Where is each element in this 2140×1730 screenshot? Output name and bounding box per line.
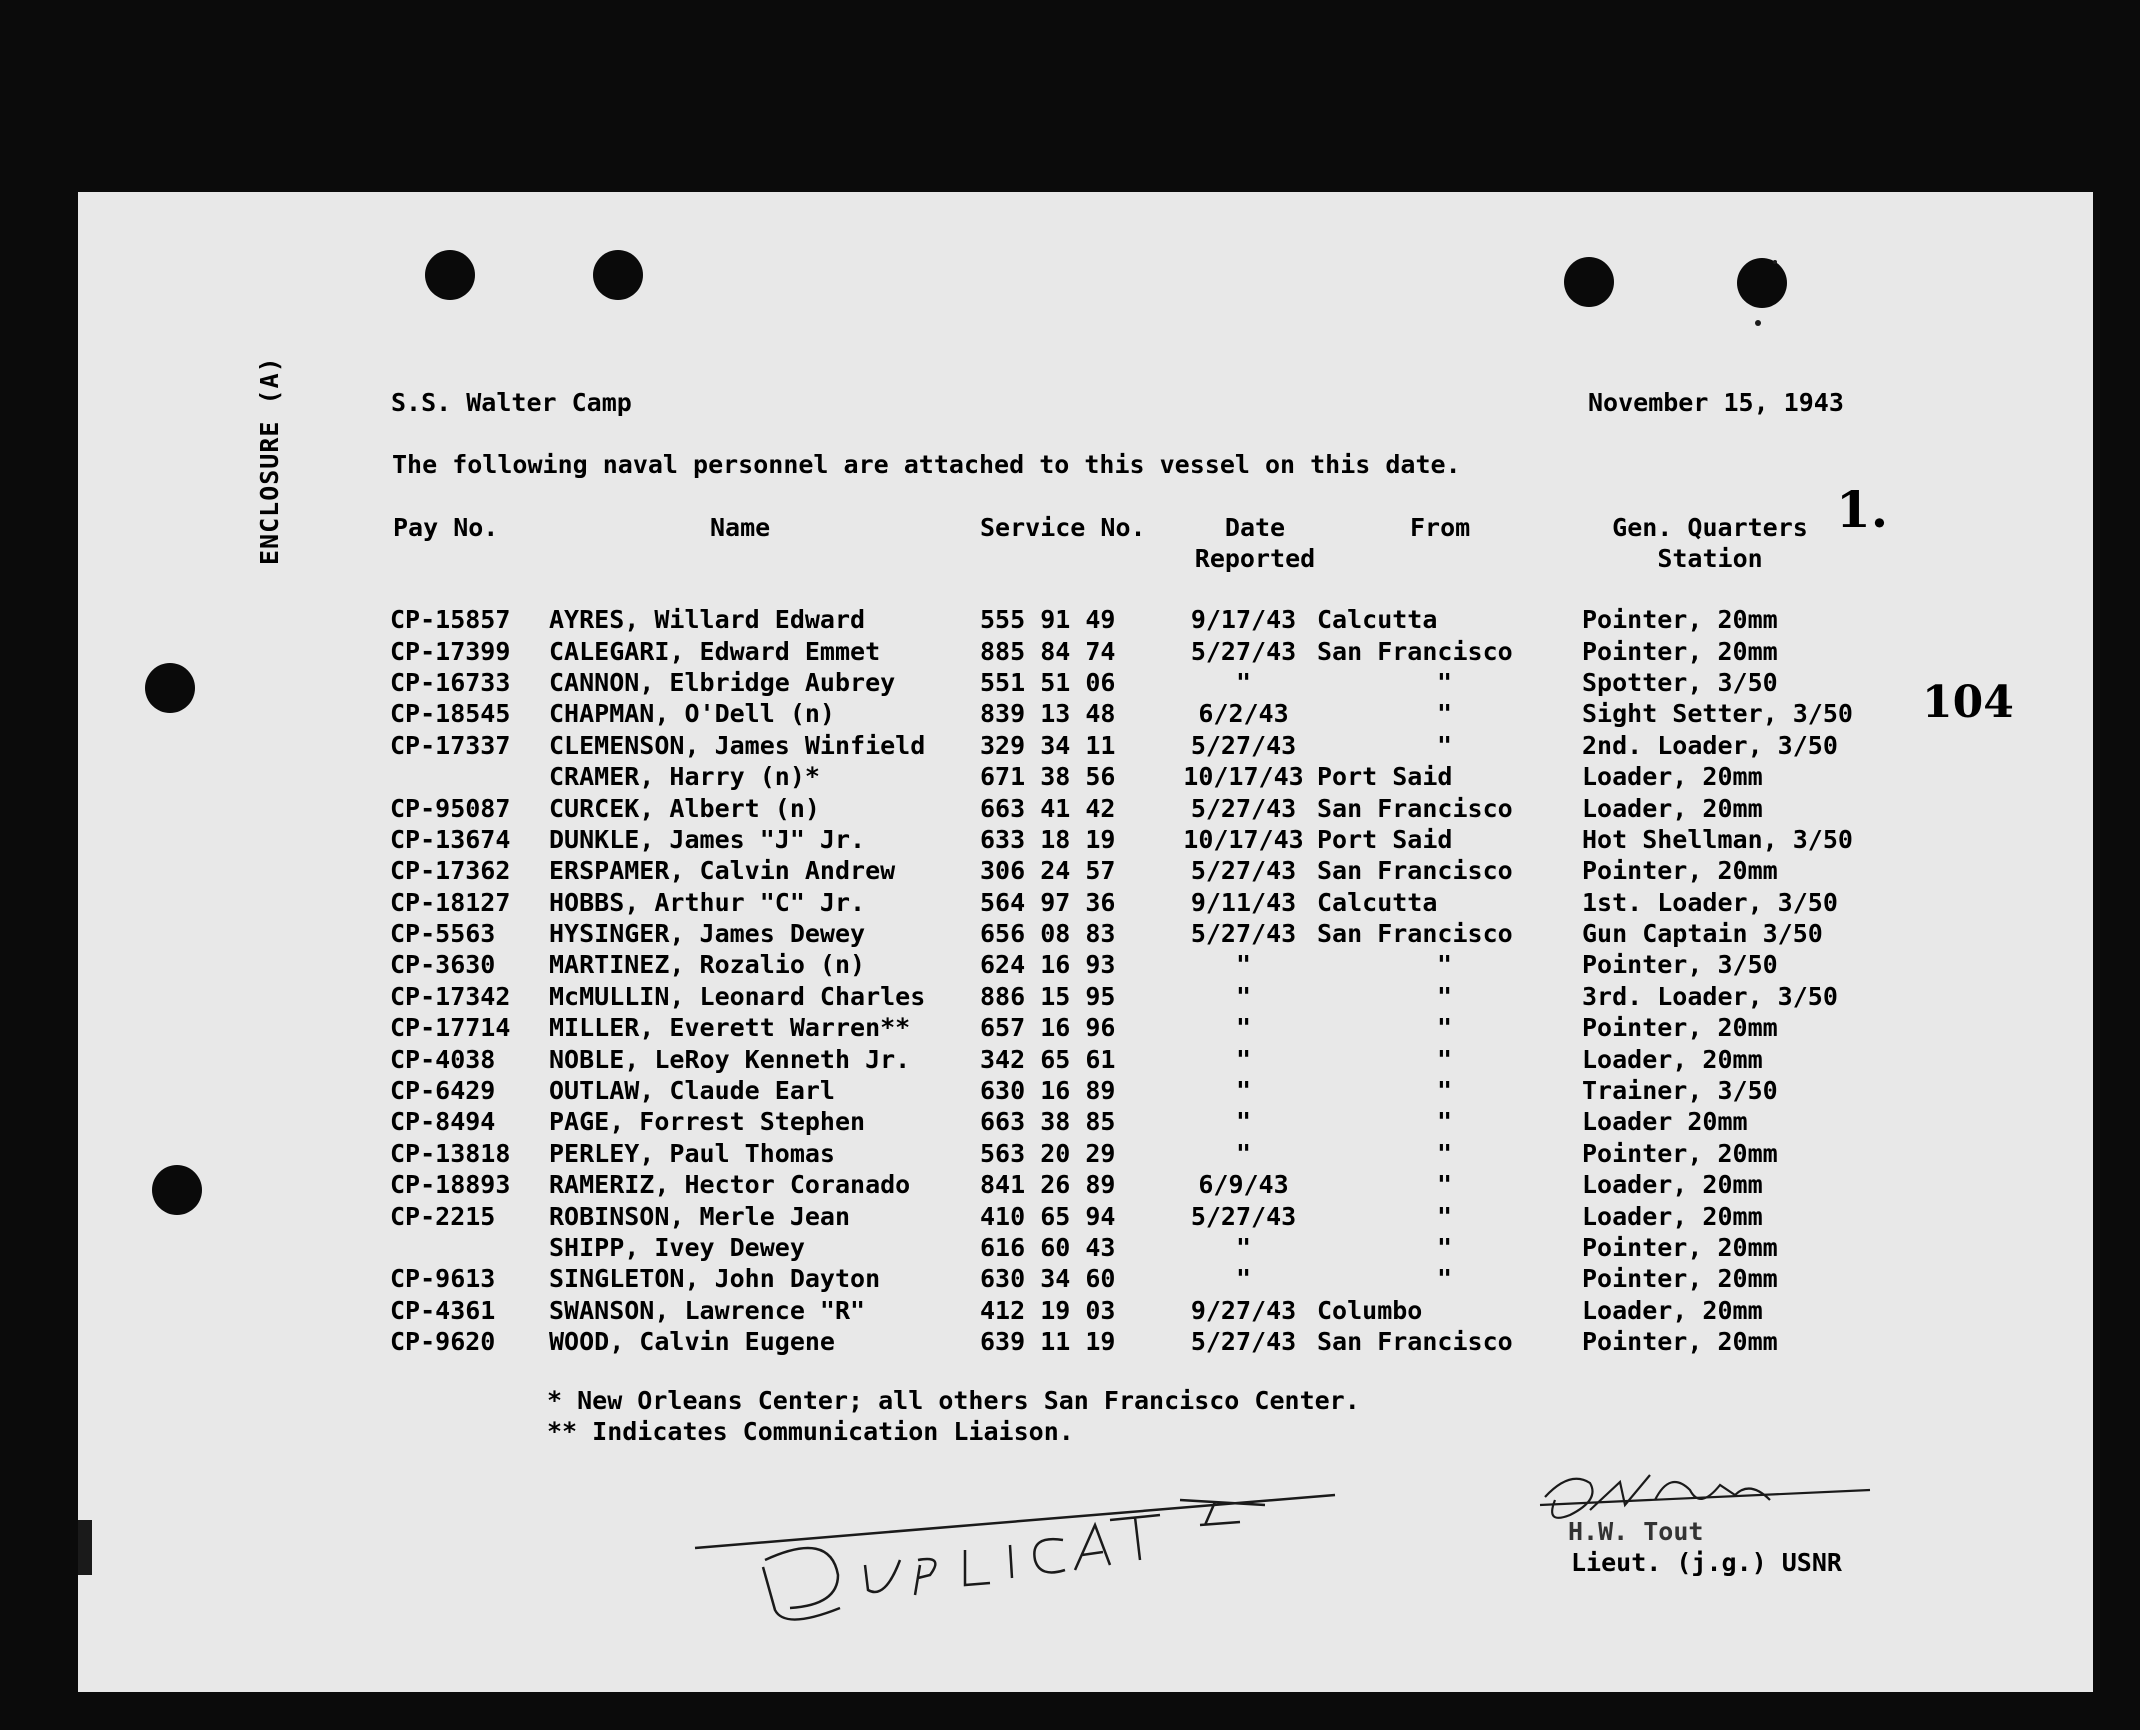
from-cell: " bbox=[1436, 667, 1453, 697]
date-reported-cell: 5/27/43 bbox=[1190, 1201, 1297, 1231]
date-reported-cell: " bbox=[1235, 1013, 1252, 1043]
header-from: From bbox=[1410, 513, 1471, 542]
document-date: November 15, 1943 bbox=[1588, 388, 1844, 417]
enclosure-label: ENCLOSURE (A) bbox=[255, 356, 284, 565]
gq-station-cell: Pointer, 20mm bbox=[1582, 605, 1778, 635]
from-cell: " bbox=[1436, 1233, 1453, 1262]
service-no-cell: 342 65 61 bbox=[980, 1044, 1116, 1074]
date-reported-cell: 9/11/43 bbox=[1190, 887, 1297, 917]
gq-station-cell: Pointer, 3/50 bbox=[1582, 950, 1778, 980]
gq-station-cell: Loader, 20mm bbox=[1582, 1201, 1763, 1231]
date-reported-cell: 5/27/43 bbox=[1190, 919, 1297, 949]
from-cell: San Francisco bbox=[1317, 919, 1513, 949]
pay-no-cell: CP-13818 bbox=[390, 1138, 511, 1168]
gq-station-cell: Trainer, 3/50 bbox=[1582, 1076, 1778, 1106]
from-cell: " bbox=[1436, 1013, 1453, 1043]
pay-no-cell: CP-9620 bbox=[390, 1327, 496, 1357]
pay-no-cell: CP-6429 bbox=[390, 1076, 496, 1106]
gq-station-cell: Pointer, 20mm bbox=[1582, 1264, 1778, 1294]
service-no-cell: 616 60 43 bbox=[980, 1233, 1116, 1262]
pay-no-cell: CP-2215 bbox=[390, 1201, 496, 1231]
name-cell: CRAMER, Harry (n)* bbox=[549, 762, 820, 792]
date-reported-cell: " bbox=[1235, 1044, 1252, 1074]
name-cell: WOOD, Calvin Eugene bbox=[549, 1327, 835, 1357]
service-no-cell: 551 51 06 bbox=[980, 667, 1116, 697]
date-reported-cell: " bbox=[1235, 1138, 1252, 1168]
gq-station-cell: 3rd. Loader, 3/50 bbox=[1582, 981, 1838, 1011]
gq-station-cell: Pointer, 20mm bbox=[1582, 1233, 1778, 1262]
gq-station-cell: Loader, 20mm bbox=[1582, 1044, 1763, 1074]
pay-no-cell: CP-95087 bbox=[390, 793, 511, 823]
service-no-cell: 564 97 36 bbox=[980, 887, 1116, 917]
page-number: 104 bbox=[1922, 677, 2014, 728]
service-no-cell: 663 38 85 bbox=[980, 1107, 1116, 1137]
name-cell: CANNON, Elbridge Aubrey bbox=[549, 667, 896, 697]
from-cell: " bbox=[1436, 1107, 1453, 1137]
gq-station-cell: 2nd. Loader, 3/50 bbox=[1582, 730, 1838, 760]
service-no-cell: 639 11 19 bbox=[980, 1327, 1116, 1357]
date-reported-cell: " bbox=[1235, 981, 1252, 1011]
service-no-cell: 839 13 48 bbox=[980, 699, 1116, 729]
gq-station-cell: Loader, 20mm bbox=[1582, 793, 1763, 823]
date-reported-cell: 6/2/43 bbox=[1198, 699, 1289, 729]
name-cell: NOBLE, LeRoy Kenneth Jr. bbox=[549, 1044, 911, 1074]
from-cell: San Francisco bbox=[1317, 636, 1513, 666]
gq-station-cell: Sight Setter, 3/50 bbox=[1582, 699, 1853, 729]
service-no-cell: 306 24 57 bbox=[980, 856, 1116, 886]
pay-no-cell: CP-3630 bbox=[390, 950, 496, 980]
pay-no-cell: CP-16733 bbox=[390, 667, 511, 697]
gq-station-cell: Gun Captain 3/50 bbox=[1582, 919, 1823, 949]
name-cell: HOBBS, Arthur "C" Jr. bbox=[549, 887, 866, 917]
pay-no-cell: CP-17337 bbox=[390, 730, 511, 760]
name-cell: SHIPP, Ivey Dewey bbox=[549, 1233, 805, 1262]
footnote-new-orleans: * New Orleans Center; all others San Francisco Center. bbox=[547, 1386, 1360, 1415]
service-no-cell: 633 18 19 bbox=[980, 824, 1116, 854]
date-reported-cell: " bbox=[1235, 1233, 1252, 1262]
pay-no-cell: CP-4038 bbox=[390, 1044, 496, 1074]
from-cell: " bbox=[1436, 1170, 1453, 1200]
gq-station-cell: Loader, 20mm bbox=[1582, 762, 1763, 792]
name-cell: CURCEK, Albert (n) bbox=[549, 793, 820, 823]
gq-station-cell: Hot Shellman, 3/50 bbox=[1582, 824, 1853, 854]
from-cell: " bbox=[1436, 1076, 1453, 1106]
date-reported-cell: 10/17/43 bbox=[1183, 824, 1304, 854]
signer-name: H.W. Tout bbox=[1568, 1517, 1704, 1546]
gq-station-cell: Pointer, 20mm bbox=[1582, 1138, 1778, 1168]
pay-no-cell: CP-13674 bbox=[390, 824, 511, 854]
name-cell: DUNKLE, James "J" Jr. bbox=[549, 824, 866, 854]
date-reported-cell: " bbox=[1235, 950, 1252, 980]
gq-station-cell: Pointer, 20mm bbox=[1582, 636, 1778, 666]
name-cell: ROBINSON, Merle Jean bbox=[549, 1201, 851, 1231]
name-cell: OUTLAW, Claude Earl bbox=[549, 1076, 835, 1106]
service-no-cell: 563 20 29 bbox=[980, 1138, 1116, 1168]
name-cell: SWANSON, Lawrence "R" bbox=[549, 1295, 866, 1325]
pay-no-cell: CP-17362 bbox=[390, 856, 511, 886]
date-reported-cell: " bbox=[1235, 1076, 1252, 1106]
pay-no-cell: CP-18545 bbox=[390, 699, 511, 729]
date-reported-cell: " bbox=[1235, 667, 1252, 697]
date-reported-cell: 5/27/43 bbox=[1190, 1327, 1297, 1357]
page-mark: 1. bbox=[1836, 480, 1889, 539]
service-no-cell: 671 38 56 bbox=[980, 762, 1116, 792]
date-reported-cell: 5/27/43 bbox=[1190, 856, 1297, 886]
vessel-name: S.S. Walter Camp bbox=[391, 388, 632, 417]
pay-no-cell: CP-18127 bbox=[390, 887, 511, 917]
name-cell: MILLER, Everett Warren** bbox=[549, 1013, 911, 1043]
from-cell: San Francisco bbox=[1317, 1327, 1513, 1357]
service-no-cell: 555 91 49 bbox=[980, 605, 1116, 635]
from-cell: Columbo bbox=[1317, 1295, 1423, 1325]
intro-line: The following naval personnel are attached to this vessel on this date. bbox=[392, 450, 1461, 479]
gq-station-cell: Pointer, 20mm bbox=[1582, 856, 1778, 886]
pay-no-cell: CP-17342 bbox=[390, 981, 511, 1011]
header-gq-station: Gen. Quarters Station bbox=[1612, 513, 1808, 573]
gq-station-cell: Loader, 20mm bbox=[1582, 1170, 1763, 1200]
from-cell: " bbox=[1436, 981, 1453, 1011]
pay-no-cell: CP-9613 bbox=[390, 1264, 496, 1294]
pay-no-cell: CP-5563 bbox=[390, 919, 496, 949]
from-cell: San Francisco bbox=[1317, 793, 1513, 823]
from-cell: Port Said bbox=[1317, 824, 1453, 854]
gq-station-cell: Loader, 20mm bbox=[1582, 1295, 1763, 1325]
date-reported-cell: 5/27/43 bbox=[1190, 730, 1297, 760]
signer-rank: Lieut. (j.g.) USNR bbox=[1571, 1548, 1842, 1577]
service-no-cell: 656 08 83 bbox=[980, 919, 1116, 949]
date-reported-cell: 5/27/43 bbox=[1190, 793, 1297, 823]
from-cell: Port Said bbox=[1317, 762, 1453, 792]
service-no-cell: 329 34 11 bbox=[980, 730, 1116, 760]
service-no-cell: 630 16 89 bbox=[980, 1076, 1116, 1106]
date-reported-cell: 9/17/43 bbox=[1190, 605, 1297, 635]
from-cell: " bbox=[1436, 1264, 1453, 1294]
service-no-cell: 412 19 03 bbox=[980, 1295, 1116, 1325]
date-reported-cell: " bbox=[1235, 1107, 1252, 1137]
from-cell: Calcutta bbox=[1317, 887, 1438, 917]
date-reported-cell: 6/9/43 bbox=[1198, 1170, 1289, 1200]
service-no-cell: 410 65 94 bbox=[980, 1201, 1116, 1231]
date-reported-cell: " bbox=[1235, 1264, 1252, 1294]
service-no-cell: 885 84 74 bbox=[980, 636, 1116, 666]
gq-station-cell: Pointer, 20mm bbox=[1582, 1013, 1778, 1043]
duplicate-stamp bbox=[695, 1495, 1335, 1620]
pay-no-cell: CP-17399 bbox=[390, 636, 511, 666]
from-cell: Calcutta bbox=[1317, 605, 1438, 635]
name-cell: RAMERIZ, Hector Coranado bbox=[549, 1170, 911, 1200]
pay-no-cell: CP-4361 bbox=[390, 1295, 496, 1325]
name-cell: HYSINGER, James Dewey bbox=[549, 919, 866, 949]
gq-station-cell: Pointer, 20mm bbox=[1582, 1327, 1778, 1357]
name-cell: MARTINEZ, Rozalio (n) bbox=[549, 950, 866, 980]
name-cell: McMULLIN, Leonard Charles bbox=[549, 981, 926, 1011]
header-pay-no: Pay No. bbox=[393, 513, 499, 542]
name-cell: SINGLETON, John Dayton bbox=[549, 1264, 881, 1294]
from-cell: San Francisco bbox=[1317, 856, 1513, 886]
name-cell: CHAPMAN, O'Dell (n) bbox=[549, 699, 835, 729]
name-cell: PERLEY, Paul Thomas bbox=[549, 1138, 835, 1168]
name-cell: AYRES, Willard Edward bbox=[549, 605, 866, 635]
from-cell: " bbox=[1436, 1138, 1453, 1168]
date-reported-cell: 10/17/43 bbox=[1183, 762, 1304, 792]
from-cell: " bbox=[1436, 950, 1453, 980]
header-date-reported: Date Reported bbox=[1194, 513, 1316, 573]
service-no-cell: 663 41 42 bbox=[980, 793, 1116, 823]
header-service-no: Service No. bbox=[980, 513, 1146, 542]
gq-station-cell: Loader 20mm bbox=[1582, 1107, 1748, 1137]
name-cell: CLEMENSON, James Winfield bbox=[549, 730, 926, 760]
service-no-cell: 624 16 93 bbox=[980, 950, 1116, 980]
from-cell: " bbox=[1436, 730, 1453, 760]
pay-no-cell: CP-18893 bbox=[390, 1170, 511, 1200]
header-name: Name bbox=[710, 513, 771, 542]
date-reported-cell: 5/27/43 bbox=[1190, 636, 1297, 666]
date-reported-cell: 9/27/43 bbox=[1190, 1295, 1297, 1325]
name-cell: ERSPAMER, Calvin Andrew bbox=[549, 856, 896, 886]
gq-station-cell: 1st. Loader, 3/50 bbox=[1582, 887, 1838, 917]
scan-marks bbox=[78, 260, 1777, 1575]
signature-scribble bbox=[1540, 1475, 1870, 1518]
from-cell: " bbox=[1436, 699, 1453, 729]
service-no-cell: 657 16 96 bbox=[980, 1013, 1116, 1043]
name-cell: PAGE, Forrest Stephen bbox=[549, 1107, 866, 1137]
service-no-cell: 630 34 60 bbox=[980, 1264, 1116, 1294]
name-cell: CALEGARI, Edward Emmet bbox=[549, 636, 881, 666]
pay-no-cell: CP-17714 bbox=[390, 1013, 511, 1043]
pay-no-cell: CP-8494 bbox=[390, 1107, 496, 1137]
from-cell: " bbox=[1436, 1044, 1453, 1074]
gq-station-cell: Spotter, 3/50 bbox=[1582, 667, 1778, 697]
from-cell: " bbox=[1436, 1201, 1453, 1231]
service-no-cell: 886 15 95 bbox=[980, 981, 1116, 1011]
service-no-cell: 841 26 89 bbox=[980, 1170, 1116, 1200]
footnote-communication: ** Indicates Communication Liaison. bbox=[547, 1417, 1074, 1446]
pay-no-cell: CP-15857 bbox=[390, 605, 511, 635]
